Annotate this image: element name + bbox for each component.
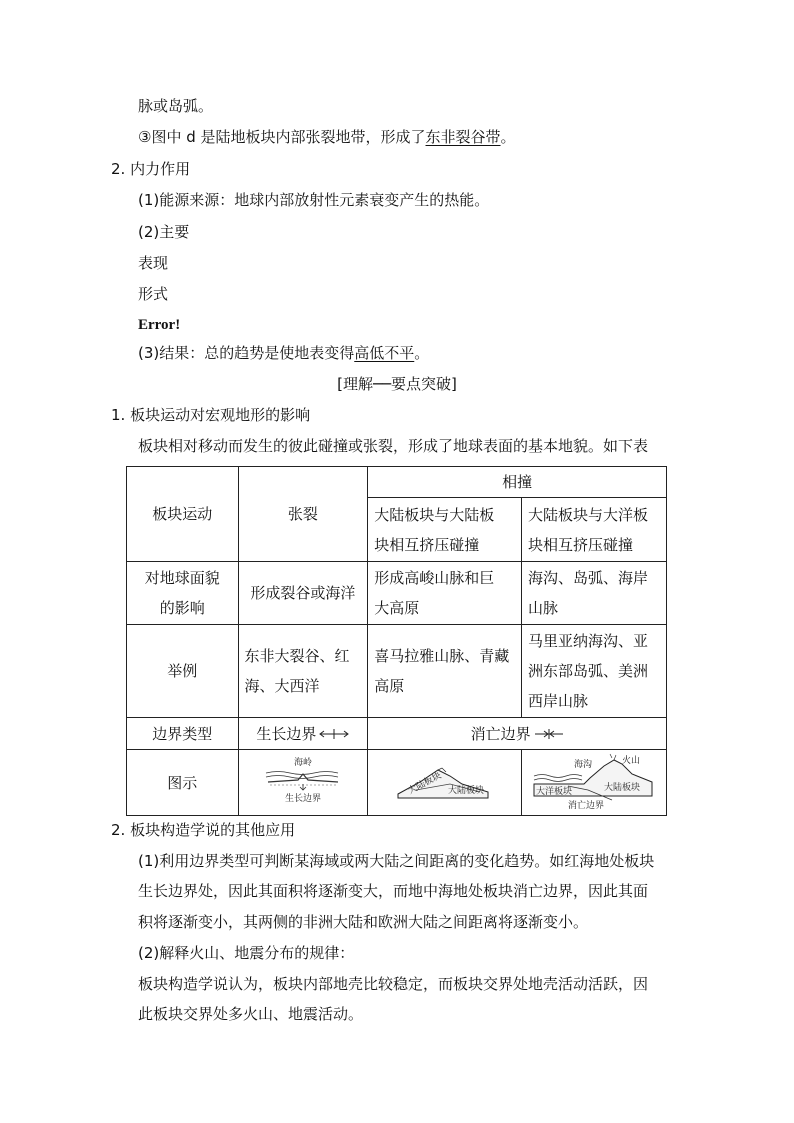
diagram-label: 生长边界 [284, 792, 321, 803]
text-line [138, 343, 429, 363]
text-line: 积将逐渐变小，其两侧的非洲大陆和欧洲大陆之间距离将逐渐变小。 [138, 913, 589, 931]
table-cell [522, 498, 667, 562]
underlined-answer: 高低不平 [354, 344, 415, 362]
underlined-answer: 东非裂谷带 [425, 128, 501, 146]
cell-line: 马里亚纳海沟、亚 [528, 632, 649, 650]
diagram-label: 海沟 [574, 758, 593, 769]
text-line: 板块构造学说认为，板块内部地壳比较稳定，而板块交界处地壳活动活跃，因 [138, 975, 649, 993]
text-line: 表现 [138, 254, 169, 272]
text-line: 此板块交界处多火山、地震活动。 [138, 1005, 364, 1023]
table-row [127, 562, 667, 625]
cell-line: 的影响 [159, 599, 205, 617]
boundary-type: 消亡边界 [470, 724, 531, 743]
table-cell [238, 625, 368, 718]
table-cell: 板块运动 [127, 467, 239, 562]
table-row [127, 467, 667, 498]
boundary-type: 生长边界 [256, 724, 317, 743]
diagram-label: 火山 [622, 754, 641, 765]
text-line: 脉或岛弧。 [138, 97, 214, 115]
table-cell [368, 562, 522, 625]
cell-line: 块相互挤压碰撞 [528, 535, 634, 554]
text-span: 。 [414, 344, 430, 362]
cell-line: 块相互挤压碰撞 [374, 535, 480, 554]
text-line: (2)解释火山、地震分布的规律： [138, 944, 355, 962]
table-cell [368, 718, 667, 750]
table-cell [522, 625, 667, 718]
divergent-arrows-icon [319, 728, 349, 740]
cell-line: 大陆板块与大陆板 [374, 505, 495, 524]
text-line: (1)能源来源：地球内部放射性元素衰变产生的热能。 [138, 191, 490, 209]
diagram-label: 大陆板块 [604, 781, 641, 792]
text-span: 。 [500, 128, 516, 146]
subduction-diagram [528, 752, 660, 814]
section-heading: 2. 板块构造学说的其他应用 [111, 821, 296, 839]
table-row [127, 625, 667, 718]
table-row [127, 718, 667, 750]
diagram-label: 大陆板块 [405, 769, 443, 796]
cell-line: 大高原 [374, 599, 420, 617]
section-heading: 1. 板块运动对宏观地形的影响 [111, 406, 311, 424]
cell-line: 海、大西洋 [244, 677, 320, 695]
diagram-label: 大洋板块 [536, 785, 573, 796]
cell-line: 洲东部岛弧、美洲 [528, 662, 649, 680]
table-cell: 图示 [127, 750, 239, 816]
cell-line: 喜马拉雅山脉、青藏 [374, 647, 510, 665]
section-heading: 2. 内力作用 [111, 160, 191, 178]
section-title: [理解──要点突破] [337, 375, 457, 393]
text-line: (1)利用边界类型可判断某海域或两大陆之间距离的变化趋势。如红海地处板块 [138, 852, 655, 870]
table-row [127, 750, 667, 816]
cell-line: 大陆板块与大洋板 [528, 505, 649, 524]
plate-movement-table [126, 466, 667, 816]
table-cell [127, 562, 239, 625]
collision-diagram [390, 754, 500, 812]
diagram-label: 大陆板块 [447, 784, 484, 795]
cell-line: 东非大裂谷、红 [244, 647, 350, 665]
table-cell: 形成裂谷或海洋 [238, 562, 368, 625]
table-cell [238, 750, 368, 816]
table-cell: 张裂 [238, 467, 368, 562]
table-cell [522, 562, 667, 625]
cell-line: 对地球面貌 [144, 569, 220, 587]
cell-line: 西岸山脉 [528, 692, 589, 710]
cell-line: 海沟、岛弧、海岸 [528, 569, 649, 587]
error-text: Error! [138, 317, 181, 333]
text-span: (3)结果：总的趋势是使地表变得 [138, 344, 355, 362]
table-cell [368, 750, 522, 816]
table-cell [522, 750, 667, 816]
text-line: 形式 [138, 285, 169, 303]
table-cell [368, 498, 522, 562]
table-cell [368, 625, 522, 718]
table-cell: 相撞 [368, 467, 667, 498]
table-cell: 举例 [127, 625, 239, 718]
text-line: 板块相对移动而发生的彼此碰撞或张裂，形成了地球表面的基本地貌。如下表 [138, 437, 649, 455]
convergent-arrows-icon [534, 728, 564, 740]
text-line [138, 127, 516, 147]
cell-line: 山脉 [528, 599, 559, 617]
ridge-diagram [258, 754, 348, 812]
diagram-label: 海岭 [293, 756, 312, 767]
table-cell: 边界类型 [127, 718, 239, 750]
diagram-label: 消亡边界 [568, 799, 605, 810]
table-cell [238, 718, 368, 750]
text-line: 生长边界处，因此其面积将逐渐变大，而地中海地处板块消亡边界，因此其面 [138, 882, 649, 900]
cell-line: 形成高峻山脉和巨 [374, 569, 495, 587]
cell-line: 高原 [374, 677, 405, 695]
text-line: (2)主要 [138, 223, 190, 241]
text-span: ③图中 d 是陆地板块内部张裂地带，形成了 [138, 128, 426, 146]
